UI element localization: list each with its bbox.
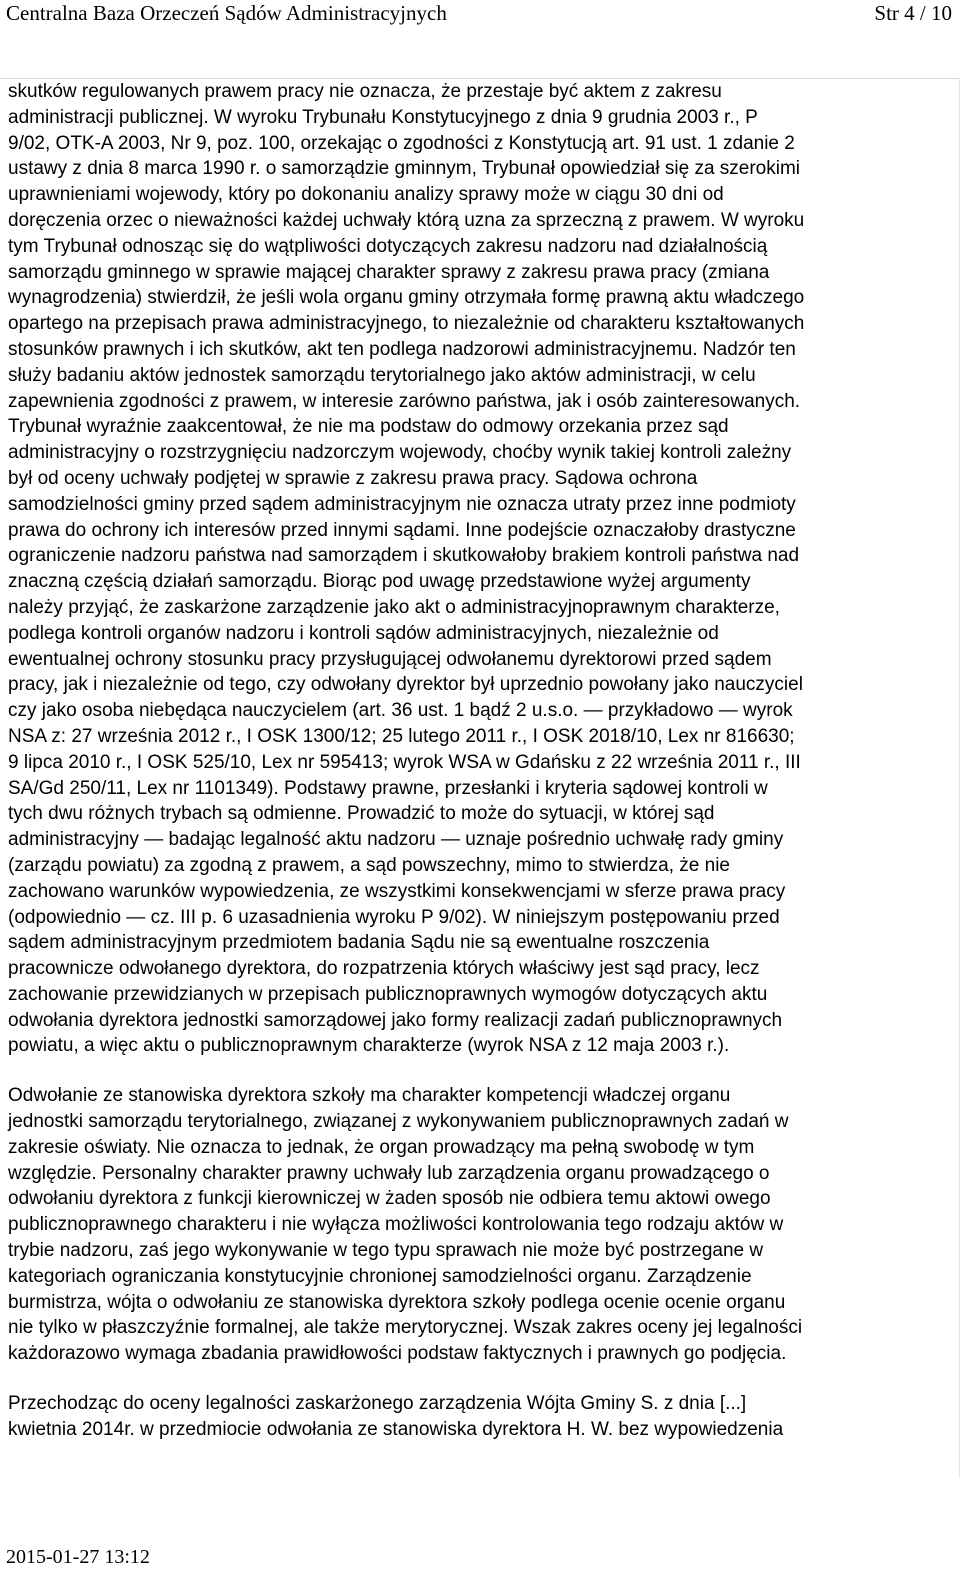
judgment-text [8, 79, 954, 1443]
print-timestamp: 2015-01-27 13:12 [6, 1546, 150, 1568]
page-header [0, 0, 960, 34]
paragraph-2: Odwołanie ze stanowiska dyrektora szkoły ma charakter kompetencji władczej organu jednostki samorządu terytorialnego, związanej z wykonywaniem publicznoprawnych zadań w zakresie oświaty. Nie oznacza to jednak, że organ prowadzący ma pełną swobodę w tym względzie. Personalny charakter prawny uchwały lub zarządzenia organu prowadzącego o odwołaniu dyrektora z funkcji kierowniczej w żaden sposób nie odbiera temu aktowi owego publicznoprawnego charakteru i nie wyłącza możliwości kontrolowania tego rodzaju aktów w trybie nadzoru, zaś jego wykonywanie w tego typu sprawach nie może być postrzegane w kategoriach ograniczania konstytucyjnie chronionej samodzielności organu. Zarządzenie burmistrza, wójta o odwołaniu ze stanowiska dyrektora szkoły podlega ocenie ocenie organu nie tylko w płaszczyźnie formalnej, ale także merytorycznej. Wszak zakres oceny jej legalności każdorazowo wymaga zbadania prawidłowości podstaw faktycznych i prawnych go podjęcia. [8, 1085, 803, 1365]
paragraph-3: Przechodząc do oceny legalności zaskarżonego zarządzenia Wójta Gminy S. z dnia [...] kwietnia 2014r. w przedmiocie odwołania ze stanowiska dyrektora H. W. bez wypowiedzenia [8, 1393, 784, 1440]
paragraph-1: skutków regulowanych prawem pracy nie oznacza, że przestaje być aktem z zakresu administracji publicznej. W wyroku Trybunału Konstytucyjnego z dnia 9 grudnia 2003 r., P 9/02, OTK-A 2003, Nr 9, poz. 100, orzekając o zgodności z Konstytucją art. 91 ust. 1 zdanie 2 ustawy z dnia 8 marca 1990 r. o samorządzie gminnym, Trybunał opowiedział się za szerokimi uprawnieniami wojewody, który po dokonaniu analizy sprawy może w ciągu 30 dni od doręczenia orzec o nieważności każdej uchwały którą uzna za sprzeczną z prawem. W wyroku tym Trybunał odnosząc się do wątpliwości dotyczących zakresu nadzoru nad działalnością samorządu gminnego w sprawie mającej charakter sprawy z zakresu prawa pracy (zmiana wynagrodzenia) stwierdził, że jeśli wola organu gminy otrzymała formę prawną aktu władczego opartego na przepisach prawa administracyjnego, to niezależnie od charakteru kształtowanych stosunków prawnych i ich skutków, akt ten podlega nadzorowi administracyjnemu. Nadzór ten służy badaniu aktów jednostek samorządu terytorialnego jako aktów administracji, w celu zapewnienia zgodności z prawem, w interesie zarówno państwa, jak i osób zainteresowanych. Trybunał wyraźnie zaakcentował, że nie ma podstaw do odmowy orzekania przez sąd administracyjny o rozstrzygnięciu nadzorczym wojewody, choćby wynik takiej kontroli zależny był od oceny uchwały podjętej w sprawie z zakresu prawa pracy. Sądowa ochrona samodzielności gminy przed sądem administracyjnym nie oznacza utraty przez inne podmioty prawa do ochrony ich interesów przed innymi sądami. Inne podejście oznaczałoby drastyczne ograniczenie nadzoru państwa nad samorządem i skutkowałoby brakiem kontroli państwa nad znaczną częścią działań samorządu. Biorąc pod uwagę przedstawione wyżej argumenty należy przyjąć, że zaskarżone zarządzenie jako akt o administracyjnoprawnym charakterze, podlega kontroli organów nadzoru i kontroli sądów administracyjnych, niezależnie od ewentualnej ochrony stosunku pracy przysługującej odwołanemu dyrektorowi przed sądem pracy, jak i niezależnie od tego, czy odwołany dyrektor był uprzednio powołany jako nauczyciel czy jako osoba niebędąca nauczycielem (art. 36 ust. 1 bądź 2 u.s.o. — przykładowo — wyrok NSA z: 27 września 2012 r., I OSK 1300/12; 25 lutego 2011 r., I OSK 2018/10, Lex nr 816630; 9 lipca 2010 r., I OSK 525/10, Lex nr 595413; wyrok WSA w Gdańsku z 22 września 2011 r., III SA/Gd 250/11, Lex nr 1101349). Podstawy prawne, przesłanki i kryteria sądowej kontroli w tych dwu różnych trybach są odmienne. Prowadzić to może do sytuacji, w której sąd administracyjny — badając legalność aktu nadzoru — uznaje pośrednio uchwałę rady gminy (zarządu powiatu) za zgodną z prawem, a sąd powszechny, mimo to stwierdza, że nie zachowano warunków wypowiedzenia, ze wszystkimi konsekwencjami w sferze prawa pracy (odpowiednio — cz. III p. 6 uzasadnienia wyroku P 9/02). W niniejszym postępowaniu przed sądem administracyjnym przedmiotem badania Sądu nie są ewentualne roszczenia pracownicze odwołanego dyrektora, do rozpatrzenia których właściwy jest sąd pracy, lecz zachowanie przewidzianych w przepisach publicznoprawnych wymogów dotyczących aktu odwołania dyrektora jednostki samorządowej jako formy realizacji zadań publicznoprawnych powiatu, a więc aktu o publicznoprawnym charakterze (wyrok NSA z 12 maja 2003 r.). [8, 81, 805, 1057]
document-source-title: Centralna Baza Orzeczeń Sądów Administracyjnych [6, 1, 447, 25]
page-indicator: Str 4 / 10 [874, 1, 952, 25]
